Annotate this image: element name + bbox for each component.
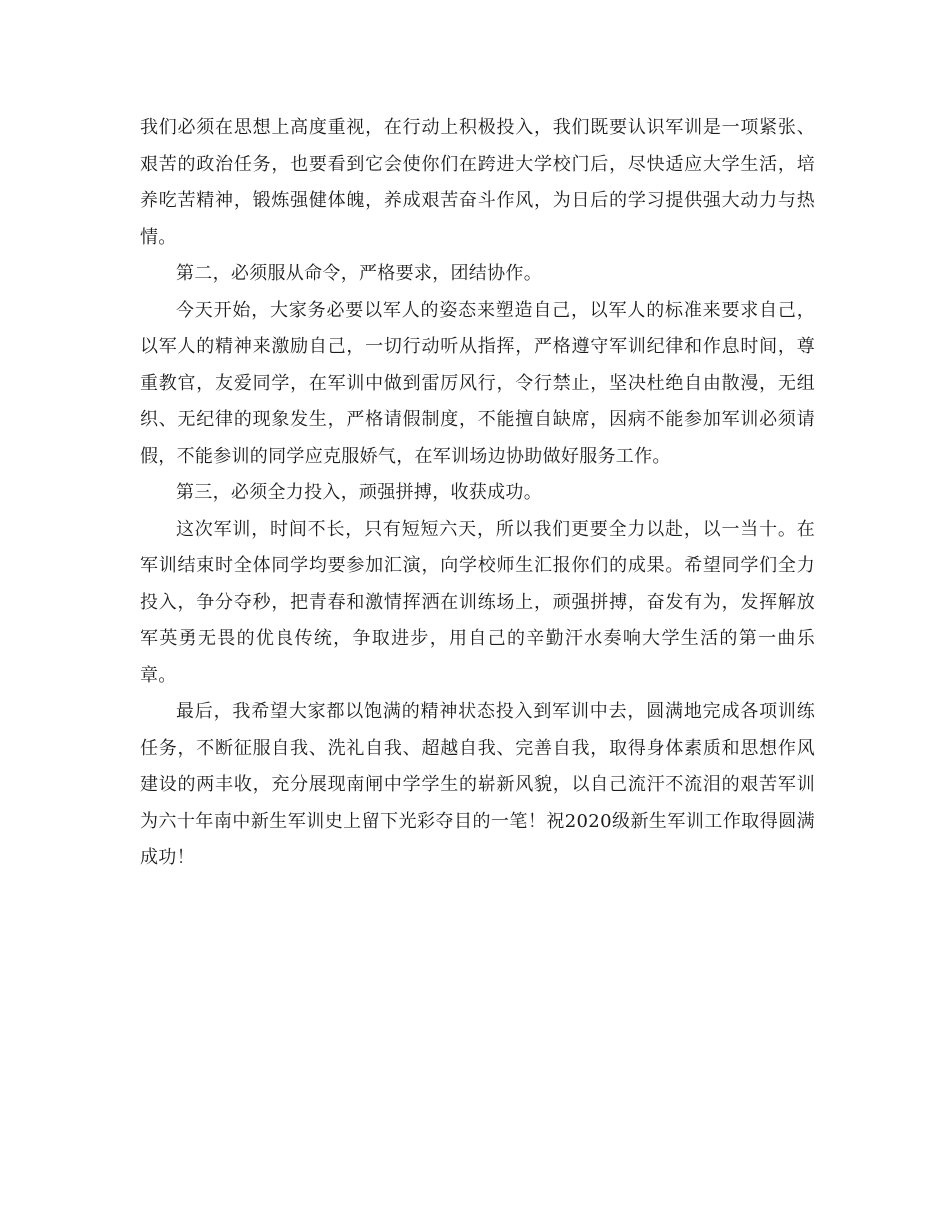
- paragraph-2: 第二，必须服从命令，严格要求，团结协作。: [176, 263, 542, 284]
- paragraph-4: 第三，必须全力投入，顽强拼搏，收获成功。: [176, 482, 542, 503]
- document-body: [140, 110, 815, 877]
- paragraph-3: 今天开始，大家务必要以军人的姿态来塑造自己，以军人的标准来要求自己，以军人的精神来激励自己，一切行动听从指挥，严格遵守军训纪律和作息时间，尊重教官，友爱同学，在军训中做到雷厉风行，令行禁止，坚决杜绝自由散漫，无组织、无纪律的现象发生，严格请假制度，不能擅自缺席，因病不能参加军训必须请假，不能参训的同学应克服娇气，在军训场边协助做好服务工作。: [140, 299, 815, 467]
- paragraph-1: 我们必须在思想上高度重视，在行动上积极投入，我们既要认识军训是一项紧张、艰苦的政治任务，也要看到它会使你们在跨进大学校门后，尽快适应大学生活，培养吃苦精神，锻炼强健体魄，养成艰苦奋斗作风，为日后的学习提供强大动力与热情。: [140, 117, 815, 248]
- paragraph-6: 最后，我希望大家都以饱满的精神状态投入到军训中去，圆满地完成各项训练任务，不断征服自我、洗礼自我、超越自我、完善自我，取得身体素质和思想作风建设的两丰收，充分展现南闸中学学生的崭新风貌，以自己流汗不流泪的艰苦军训为六十年南中新生军训史上留下光彩夺目的一笔！祝2020级新生军训工作取得圆满成功！: [140, 701, 815, 868]
- paragraph-5: 这次军训，时间不长，只有短短六天，所以我们更要全力以赴，以一当十。在军训结束时全体同学均要参加汇演，向学校师生汇报你们的成果。希望同学们全力投入，争分夺秒，把青春和激情挥洒在训练场上，顽强拼搏，奋发有为，发挥解放军英勇无畏的优良传统，争取进步，用自己的辛勤汗水奏响大学生活的第一曲乐章。: [140, 518, 815, 686]
